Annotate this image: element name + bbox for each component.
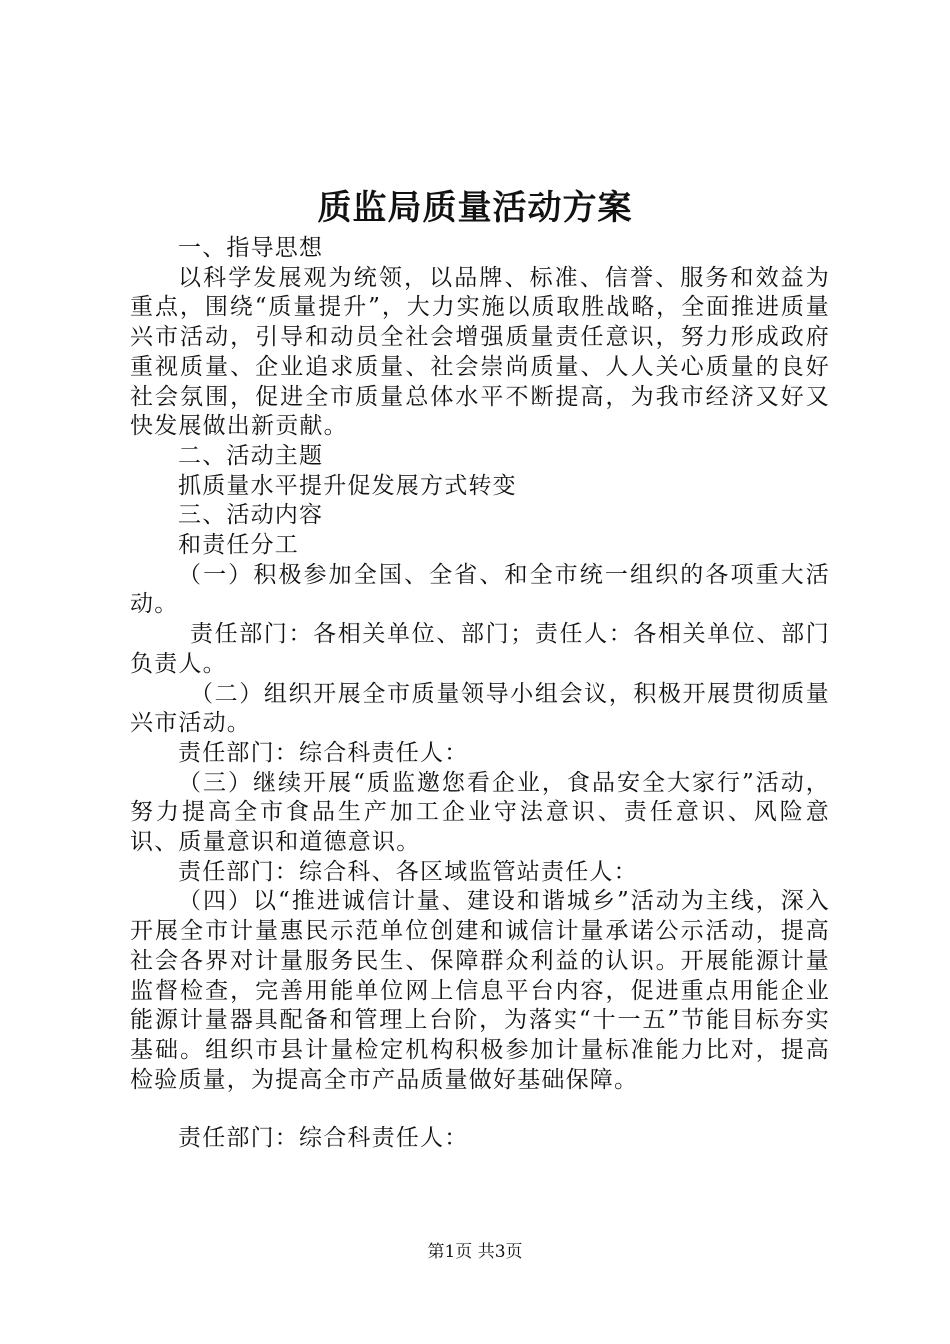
paragraph-gap (130, 1095, 830, 1124)
paragraph-guiding-ideology: 以科学发展观为统领，以品牌、标准、信誉、服务和效益为重点，围绕“质量提升”，大力实施以质取胜战略，全面推进质量兴市活动，引导和动员全社会增强质量责任意识，努力形成政府重视质量、企业追求质量、社会崇尚质量、人人关心质量的良好社会氛围，促进全市质量总体水平不断提高，为我市经济又好又快发展做出新贡献。 (130, 264, 830, 440)
item-one-responsibility: 责任部门：各相关单位、部门；责任人：各相关单位、部门负责人。 (130, 621, 830, 677)
section-heading-continuation: 和责任分工 (178, 532, 299, 559)
section-heading-guiding-ideology: 一、指导思想 (178, 235, 324, 261)
paragraph-activity-theme: 抓质量水平提升促发展方式转变 (178, 472, 517, 499)
section-heading-activity-content: 三、活动内容 (178, 502, 324, 529)
section-heading-activity-theme: 二、活动主题 (178, 442, 324, 469)
item-three: （三）继续开展“质监邀您看企业，食品安全大家行”活动，努力提高全市食品生产加工企业守法意识、责任意识、风险意识、质量意识和道德意识。 (130, 769, 830, 856)
document-body (130, 234, 830, 1154)
item-two-responsibility: 责任部门：综合科责任人： (178, 739, 469, 766)
item-four: （四）以“推进诚信计量、建设和谐城乡”活动为主线，深入开展全市计量惠民示范单位创建和诚信计量承诺公示活动，提高社会各界对计量服务民生、保障群众利益的认识。开展能源计量监督检查，完善用能单位网上信息平台内容，促进重点用能企业能源计量器具配备和管理上台阶，为落实“十一五”节能目标夯实基础。组织市县计量检定机构积极参加计量标准能力比对，提高检验质量，为提高全市产品质量做好基础保障。 (130, 888, 830, 1093)
document-title: 质监局质量活动方案 (317, 188, 633, 228)
item-four-responsibility: 责任部门：综合科责任人： (178, 1125, 469, 1152)
item-three-responsibility: 责任部门：综合科、各区域监管站责任人： (178, 858, 638, 885)
item-one: （一）积极参加全国、全省、和全市统一组织的各项重大活动。 (130, 561, 830, 618)
item-two: （二）组织开展全市质量领导小组会议，积极开展贯彻质量兴市活动。 (130, 680, 830, 737)
page-footer: 第1页 共3页 (427, 1242, 523, 1262)
